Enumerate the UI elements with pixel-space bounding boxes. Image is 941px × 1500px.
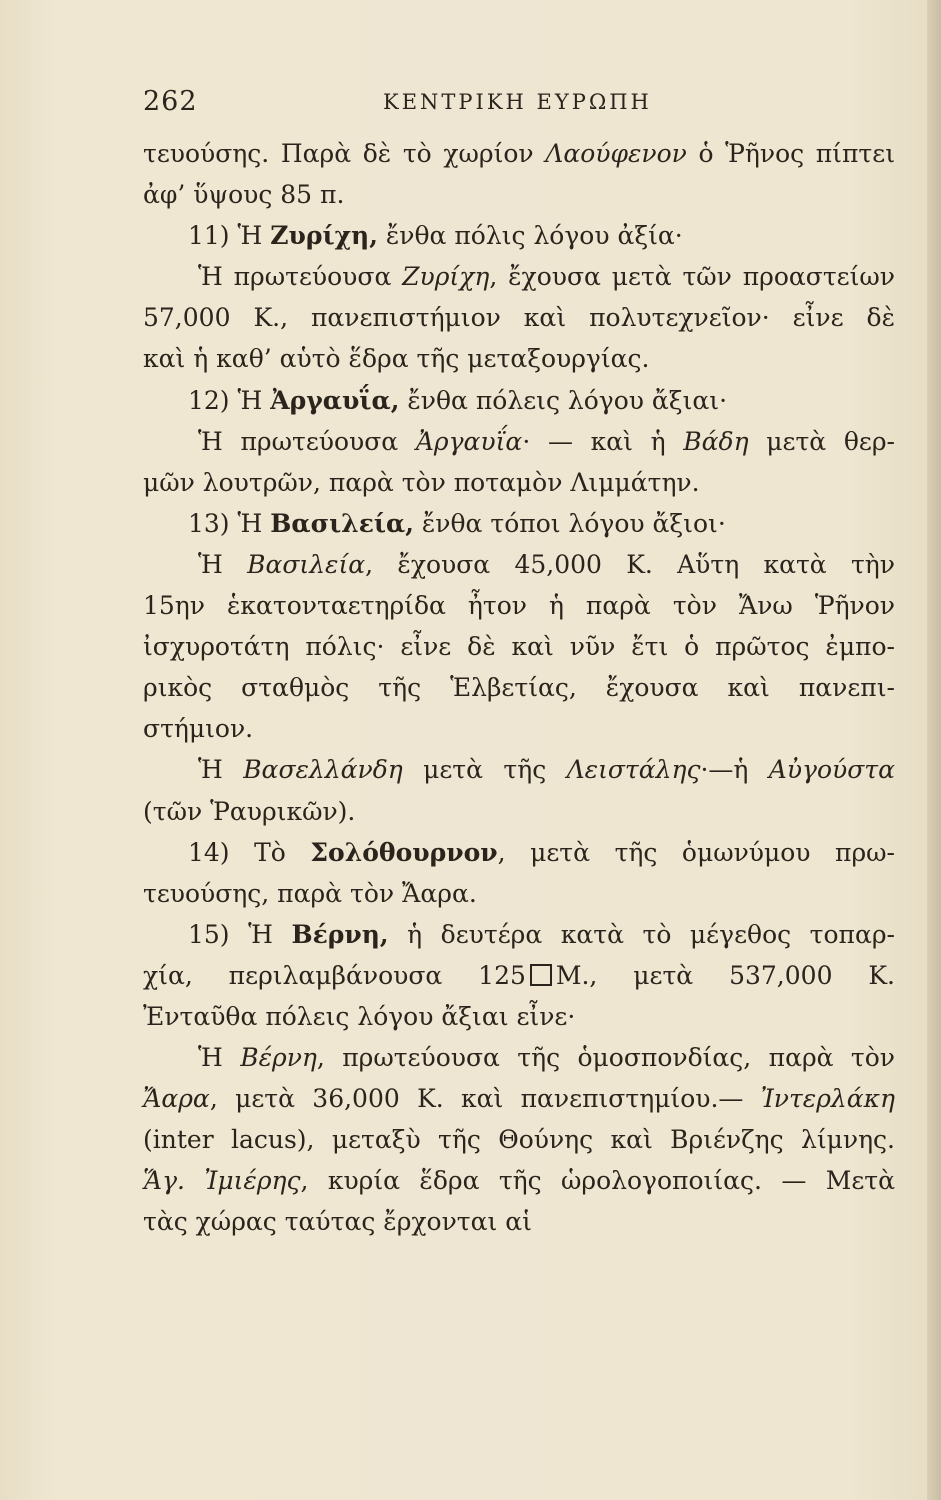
text-run: Ἡ πρωτεύουσα: [198, 262, 403, 292]
text-run: 11) Ἡ: [188, 221, 271, 251]
text-run: ἔνθα τόποι λόγου ἄξιοι·: [413, 508, 726, 538]
text-run: ·—ἡ: [700, 755, 769, 785]
section-heading-14: [143, 832, 895, 873]
italic-place-name: Βασιλεία: [247, 549, 366, 579]
text-line: [143, 1160, 895, 1201]
text-run: ἡ δευτέρα κατὰ τὸ μέγεθος τοπαρ-: [388, 919, 895, 949]
text-run: 12) Ἡ: [188, 385, 271, 415]
running-title: ΚΕΝΤΡΙΚΗ ΕΥΡΩΠΗ: [383, 90, 652, 114]
bold-region-name: Βέρνη,: [291, 919, 389, 949]
text-run: 15) Ἡ: [188, 919, 292, 949]
text-run: , μετὰ 36,000 Κ. καὶ πανεπιστημίου.—: [209, 1084, 761, 1114]
text-run: Μ., μετὰ 537,000 Κ.: [555, 960, 895, 990]
italic-place-name: Αὐγούστα: [768, 755, 896, 785]
italic-place-name: Ἰντερλάκη: [760, 1084, 895, 1114]
square-unit-icon: [530, 964, 552, 986]
bold-region-name: Σολόθουρνον: [310, 837, 498, 867]
text-line: [143, 955, 895, 996]
bold-region-name: Βασιλεία,: [270, 508, 414, 538]
text-line: ἀφ’ ὕψους 85 π.: [143, 180, 345, 210]
text-run: , ἔχουσα 45,000 Κ. Αὕτη κατὰ τὴν: [365, 549, 895, 579]
text-run: Ἡ: [198, 755, 244, 785]
page-edge: [927, 0, 941, 1500]
text-run: χία, περιλαμβάνουσα 125: [143, 960, 526, 990]
text-run: μετὰ τῆς: [402, 755, 567, 785]
italic-place-name: Βασελλάνδη: [243, 755, 403, 785]
running-header: [143, 86, 895, 120]
section-heading-15: [143, 914, 895, 955]
text-line: ἰσχυροτάτη πόλις· εἶνε δὲ καὶ νῦν ἔτι ὁ πρῶτος ἐμπο-: [143, 632, 895, 662]
text-run: ἔνθα πόλις λόγου ἀξία·: [377, 221, 683, 251]
text-run: , κυρία ἕδρα τῆς ὡρολογοποιίας. — Μετὰ: [300, 1166, 895, 1196]
text-run: , μετὰ τῆς ὁμωνύμου πρω-: [497, 837, 895, 867]
italic-place-name: Λαούφενον: [545, 139, 687, 168]
text-line: μῶν λουτρῶν, παρὰ τὸν ποταμὸν Λιμμάτην.: [143, 467, 700, 497]
text-run: Ἡ: [198, 549, 248, 579]
text-line: [143, 749, 895, 790]
body-text: [143, 133, 895, 1243]
section-heading-11: [143, 215, 895, 256]
italic-place-name: Ζυρίχη: [402, 262, 490, 292]
italic-place-name: Ἀργαυΐα: [415, 426, 523, 456]
text-run: 13) Ἡ: [188, 508, 271, 538]
text-line: τευούσης, παρὰ τὸν Ἄαρα.: [143, 878, 477, 908]
text-run: Ἡ: [198, 1043, 241, 1073]
text-run: ἔνθα πόλεις λόγου ἄξιαι·: [399, 385, 728, 415]
bold-region-name: Ἀργαυΐα,: [270, 385, 400, 415]
text-line: ρικὸς σταθμὸς τῆς Ἑλβετίας, ἔχουσα καὶ πανεπι-: [143, 673, 895, 703]
text-line: [143, 133, 895, 174]
italic-place-name: Ἄαρα: [143, 1084, 210, 1114]
text-line: καὶ ἡ καθ’ αὑτὸ ἕδρα τῆς μεταξουργίας.: [143, 344, 650, 374]
text-line: [143, 256, 895, 297]
text-run: ὁ Ῥῆνος πίπτει: [686, 139, 895, 168]
text-line: [143, 544, 895, 585]
section-heading-12: [143, 380, 895, 421]
text-line: [143, 421, 895, 462]
text-run: τευούσης. Παρὰ δὲ τὸ χωρίον: [143, 139, 546, 168]
text-run: , πρωτεύουσα τῆς ὁμοσπονδίας, παρὰ τὸν: [316, 1043, 895, 1073]
italic-place-name: Βάδη: [683, 426, 749, 456]
page-number: 262: [143, 86, 198, 117]
text-run: · — καὶ ἡ: [522, 426, 684, 456]
italic-place-name: Ἅγ. Ἰμιέρης: [143, 1166, 301, 1196]
text-run: μετὰ θερ-: [748, 426, 895, 456]
text-line: στήμιον.: [143, 714, 254, 744]
italic-place-name: Λειστάλης: [566, 755, 701, 785]
text-run: , ἔχουσα μετὰ τῶν προαστείων: [489, 262, 895, 292]
text-line: (inter lacus), μεταξὺ τῆς Θούνης καὶ Βριένζης λίμνης.: [143, 1125, 895, 1155]
text-line: [143, 1078, 895, 1119]
bold-region-name: Ζυρίχη,: [270, 221, 378, 251]
text-line: 57,000 Κ., πανεπιστήμιον καὶ πολυτεχνεῖον· εἶνε δὲ: [143, 303, 895, 333]
section-heading-13: [143, 503, 895, 544]
text-line: τὰς χώρας ταύτας ἔρχονται αἱ: [143, 1207, 532, 1237]
text-line: (τῶν Ῥαυρικῶν).: [143, 796, 356, 826]
italic-place-name: Βέρνη: [240, 1043, 317, 1073]
text-line: 15ην ἑκατονταετηρίδα ἦτον ἡ παρὰ τὸν Ἄνω Ῥῆνον: [143, 591, 895, 621]
text-run: Ἡ πρωτεύουσα: [198, 426, 416, 456]
text-line: Ἐνταῦθα πόλεις λόγου ἄξιαι εἶνε·: [143, 1001, 576, 1031]
text-line: [143, 1037, 895, 1078]
text-run: 14) Τὸ: [188, 837, 311, 867]
